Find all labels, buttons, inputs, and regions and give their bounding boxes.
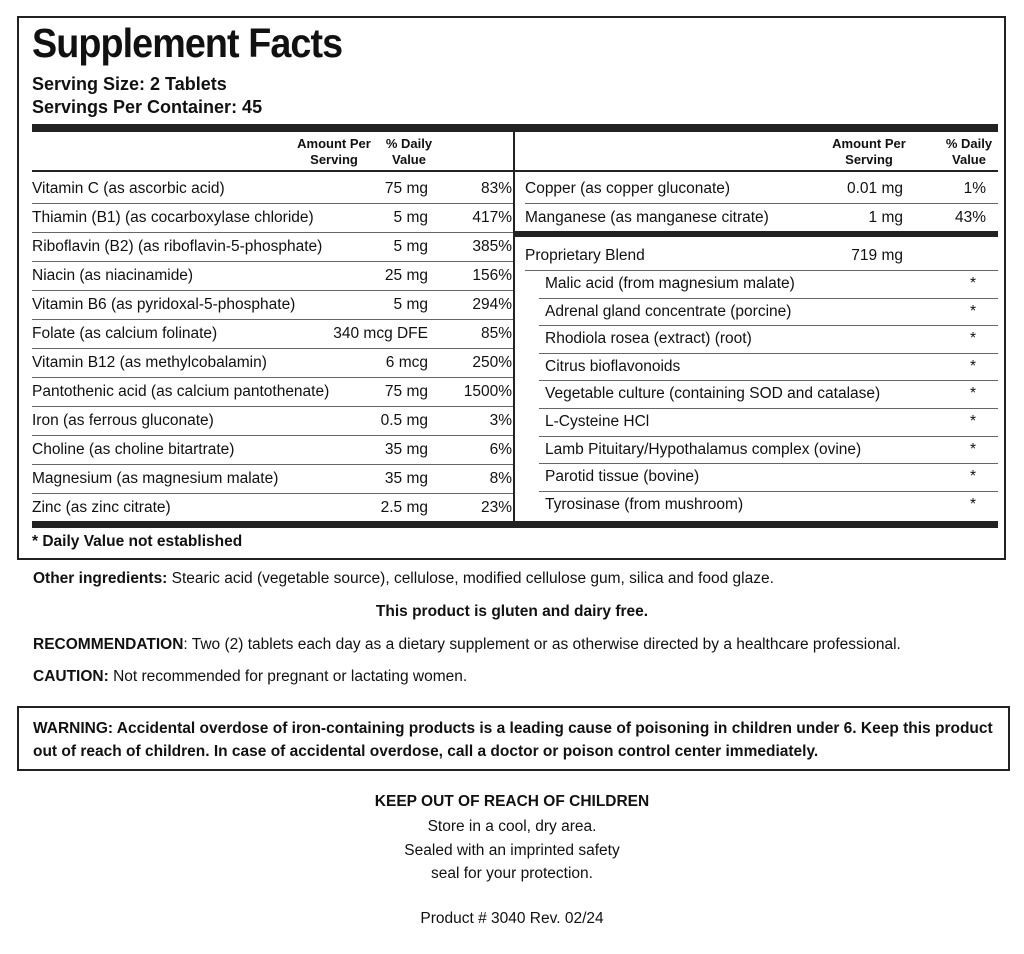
blend-item-row [539, 437, 998, 465]
nutrient-amount: 75 mg [384, 383, 428, 400]
table-row [32, 175, 513, 204]
nutrient-daily-value: 83% [480, 180, 512, 197]
nutrient-name: Niacin (as niacinamide) [32, 267, 194, 284]
blend-item-daily-value: * [969, 468, 976, 486]
table-row [32, 204, 513, 233]
nutrient-daily-value: 1500% [463, 383, 512, 400]
blend-item-name: Malic acid (from magnesium malate) [545, 275, 795, 292]
blend-item-name: Rhodiola rosea (extract) (root) [545, 330, 752, 348]
blend-item-row [539, 271, 998, 299]
blend-amount: 719 mg [851, 247, 903, 264]
blend-item-daily-value: * [969, 357, 976, 375]
blend-item-name: Lamb Pituitary/Hypothalamus complex (ovine) [545, 440, 862, 458]
blend-item-daily-value: * [969, 440, 976, 458]
nutrient-amount: 25 mg [384, 267, 428, 284]
nutrient-name: Riboflavin (B2) (as riboflavin-5-phosphate) [32, 238, 323, 255]
recommendation: RECOMMENDATION: Two (2) tablets each day as a dietary supplement or as otherwise directed by a healthcare professional. [33, 636, 901, 653]
blend-item-row [539, 326, 998, 354]
nutrient-name: Vitamin C (as ascorbic acid) [32, 180, 225, 197]
nutrient-name: Iron (as ferrous gluconate) [32, 412, 214, 429]
table-row [32, 436, 513, 465]
daily-value-footnote: * Daily Value not established [32, 533, 243, 550]
table-row [32, 233, 513, 262]
table-row [32, 378, 513, 407]
nutrient-name: Manganese (as manganese citrate) [525, 209, 769, 226]
blend-item-name: Adrenal gland concentrate (porcine) [545, 302, 792, 320]
nutrient-daily-value: 85% [480, 325, 512, 342]
blend-thick-rule [515, 231, 998, 237]
nutrient-amount: 5 mg [393, 296, 428, 313]
nutrient-amount: 5 mg [393, 238, 428, 255]
nutrient-name: Copper (as copper gluconate) [525, 180, 731, 197]
nutrient-amount: 75 mg [384, 180, 428, 197]
blend-item-name: Citrus bioflavonoids [545, 357, 681, 375]
blend-item-name: Vegetable culture (containing SOD and catalase) [545, 385, 881, 403]
panel-title: Supplement Facts [32, 20, 343, 66]
nutrient-daily-value: 1% [963, 180, 986, 197]
table-row [32, 320, 513, 349]
other-ingredients: Other ingredients: Stearic acid (vegetable source), cellulose, modified cellulose gum, silica and food glaze. [33, 570, 774, 587]
blend-item-daily-value: * [969, 385, 976, 403]
table-row [32, 407, 513, 436]
blend-item-daily-value: * [969, 275, 976, 292]
top-thick-rule [32, 124, 998, 132]
blend-item-daily-value: * [969, 302, 976, 320]
left-dv-header: % Daily Value [385, 136, 433, 167]
nutrient-name: Vitamin B12 (as methylcobalamin) [32, 354, 267, 371]
storage-line-2: Sealed with an imprinted safety [404, 842, 620, 859]
blend-item-name: Tyrosinase (from mushroom) [545, 495, 744, 513]
nutrient-daily-value: 3% [489, 412, 512, 429]
right-dv-header: % Daily Value [945, 136, 993, 167]
blend-item-row [539, 354, 998, 382]
product-code: Product # 3040 Rev. 02/24 [420, 910, 604, 927]
nutrient-amount: 5 mg [393, 209, 428, 226]
nutrient-name: Pantothenic acid (as calcium pantothenate) [32, 383, 330, 400]
right-amount-header: Amount Per Serving [832, 136, 906, 167]
nutrient-name: Magnesium (as magnesium malate) [32, 470, 279, 487]
blend-item-daily-value: * [969, 495, 976, 513]
blend-item-row [539, 492, 998, 520]
blend-item-row [539, 409, 998, 437]
nutrient-daily-value: 43% [954, 209, 986, 226]
table-row [32, 291, 513, 320]
nutrient-amount: 340 mcg DFE [333, 325, 428, 342]
nutrient-daily-value: 385% [472, 238, 512, 255]
nutrient-amount: 1 mg [868, 209, 903, 226]
nutrient-daily-value: 250% [472, 354, 512, 371]
nutrient-daily-value: 417% [472, 209, 512, 226]
storage-line-3: seal for your protection. [431, 865, 593, 882]
table-row [32, 465, 513, 494]
nutrient-name: Choline (as choline bitartrate) [32, 441, 235, 458]
column-divider [513, 132, 515, 524]
left-amount-header: Amount Per Serving [297, 136, 371, 167]
nutrient-daily-value: 156% [472, 267, 512, 284]
nutrient-daily-value: 8% [489, 470, 512, 487]
nutrient-daily-value: 294% [472, 296, 512, 313]
supplement-facts-panel [17, 16, 1006, 560]
nutrient-daily-value: 23% [480, 499, 512, 516]
table-row [32, 494, 513, 523]
table-row [32, 349, 513, 378]
right-header-rule [515, 170, 998, 172]
blend-item-daily-value: * [969, 330, 976, 348]
storage-heading: KEEP OUT OF REACH OF CHILDREN [374, 793, 650, 810]
nutrient-amount: 2.5 mg [380, 499, 428, 516]
serving-size: Serving Size: 2 Tablets [32, 74, 227, 94]
nutrient-name: Thiamin (B1) (as cocarboxylase chloride) [32, 209, 314, 226]
table-row [525, 175, 998, 204]
nutrient-name: Vitamin B6 (as pyridoxal-5-phosphate) [32, 296, 296, 313]
blend-item-daily-value: * [969, 413, 976, 430]
nutrient-daily-value: 6% [489, 441, 512, 458]
warning-box: WARNING: Accidental overdose of iron-containing products is a leading cause of poisoning in children under 6. Keep this product out of reach of children. In case of accidental overdose, call a doctor or poison control center immediately. [17, 706, 1010, 771]
nutrient-amount: 0.01 mg [846, 180, 903, 197]
nutrient-name: Folate (as calcium folinate) [32, 325, 218, 342]
blend-header-row [525, 242, 998, 271]
table-row [525, 204, 998, 233]
caution: CAUTION: Not recommended for pregnant or lactating women. [33, 668, 468, 685]
nutrient-name: Zinc (as zinc citrate) [32, 499, 171, 516]
blend-item-row [539, 381, 998, 409]
blend-name: Proprietary Blend [525, 247, 645, 264]
blend-item-name: L-Cysteine HCl [545, 413, 650, 430]
nutrient-amount: 6 mcg [385, 354, 428, 371]
nutrient-amount: 35 mg [384, 470, 428, 487]
nutrient-amount: 35 mg [384, 441, 428, 458]
nutrient-amount: 0.5 mg [380, 412, 428, 429]
blend-item-name: Parotid tissue (bovine) [545, 468, 700, 486]
table-row [32, 262, 513, 291]
gluten-dairy-free-note: This product is gluten and dairy free. [375, 603, 649, 620]
blend-item-row [539, 299, 998, 327]
bottom-thick-rule [32, 521, 998, 528]
servings-per-container: Servings Per Container: 45 [32, 97, 263, 117]
blend-item-row [539, 464, 998, 492]
left-header-rule [32, 170, 513, 172]
storage-line-1: Store in a cool, dry area. [427, 818, 597, 835]
